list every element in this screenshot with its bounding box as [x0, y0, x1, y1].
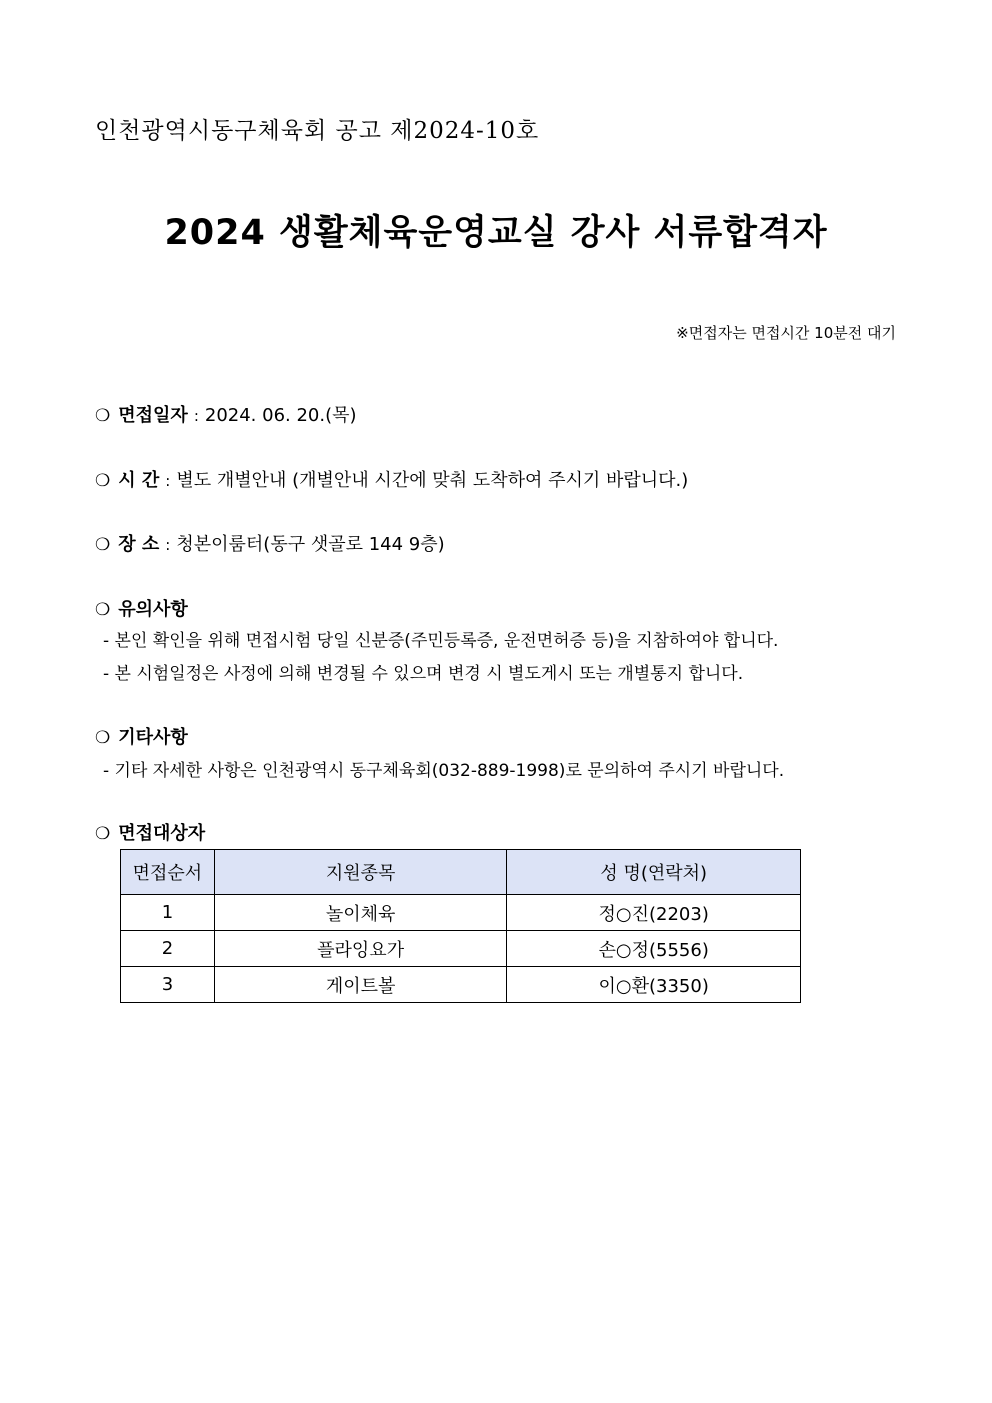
cell-name-contact: 손○정(5556) [507, 931, 801, 967]
cell-order: 3 [121, 967, 215, 1003]
section-other [95, 723, 188, 749]
notice-number: 인천광역시동구체육회 공고 제2024-10호 [95, 118, 540, 144]
separator: : [165, 536, 171, 554]
precautions-label: 유의사항 [118, 599, 188, 620]
page-title: 2024 생활체육운영교실 강사 서류합격자 [164, 213, 828, 253]
column-header-order: 면접순서 [121, 850, 215, 895]
bullet-circle-icon: ❍ [95, 600, 111, 620]
table-row [121, 931, 801, 967]
place-value: 청본이룸터(동구 샛골로 144 9층) [176, 534, 445, 555]
table-row [121, 967, 801, 1003]
interview-date-label: 면접일자 [118, 405, 188, 426]
cell-order: 2 [121, 931, 215, 967]
section-candidates [95, 819, 205, 845]
time-value: 별도 개별안내 (개별안내 시간에 맞춰 도착하여 주시기 바랍니다.) [176, 470, 689, 491]
section-place [95, 530, 445, 556]
section-interview-date [95, 401, 357, 427]
candidates-label: 면접대상자 [118, 823, 206, 844]
precaution-item: - 본인 확인을 위해 면접시험 당일 신분증(주민등록증, 운전면허증 등)을 지참하여야 합니다. [103, 631, 779, 651]
section-precautions [95, 595, 188, 621]
column-header-event: 지원종목 [214, 850, 507, 895]
cell-name-contact: 정○진(2203) [507, 895, 801, 931]
column-header-name-contact: 성 명(연락처) [507, 850, 801, 895]
place-label: 장 소 [118, 534, 160, 555]
section-time [95, 466, 688, 492]
separator: : [165, 472, 171, 490]
interview-date-value: 2024. 06. 20.(목) [204, 405, 357, 426]
other-label: 기타사항 [118, 727, 188, 748]
bullet-circle-icon: ❍ [95, 406, 111, 426]
cell-event: 플라잉요가 [214, 931, 507, 967]
separator: : [193, 407, 199, 425]
table-row [121, 895, 801, 931]
other-item: - 기타 자세한 사항은 인천광역시 동구체육회(032-889-1998)로 문의하여 주시기 바랍니다. [103, 761, 785, 781]
precaution-item: - 본 시험일정은 사정에 의해 변경될 수 있으며 변경 시 별도게시 또는 개별통지 합니다. [103, 664, 744, 684]
candidates-table [120, 849, 801, 1003]
cell-name-contact: 이○환(3350) [507, 967, 801, 1003]
bullet-circle-icon: ❍ [95, 728, 111, 748]
bullet-circle-icon: ❍ [95, 824, 111, 844]
cell-event: 놀이체육 [214, 895, 507, 931]
table-header-row [121, 850, 801, 895]
cell-event: 게이트볼 [214, 967, 507, 1003]
cell-order: 1 [121, 895, 215, 931]
bullet-circle-icon: ❍ [95, 535, 111, 555]
waiting-note: ※면접자는 면접시간 10분전 대기 [676, 324, 896, 342]
time-label: 시 간 [118, 470, 160, 491]
bullet-circle-icon: ❍ [95, 471, 111, 491]
